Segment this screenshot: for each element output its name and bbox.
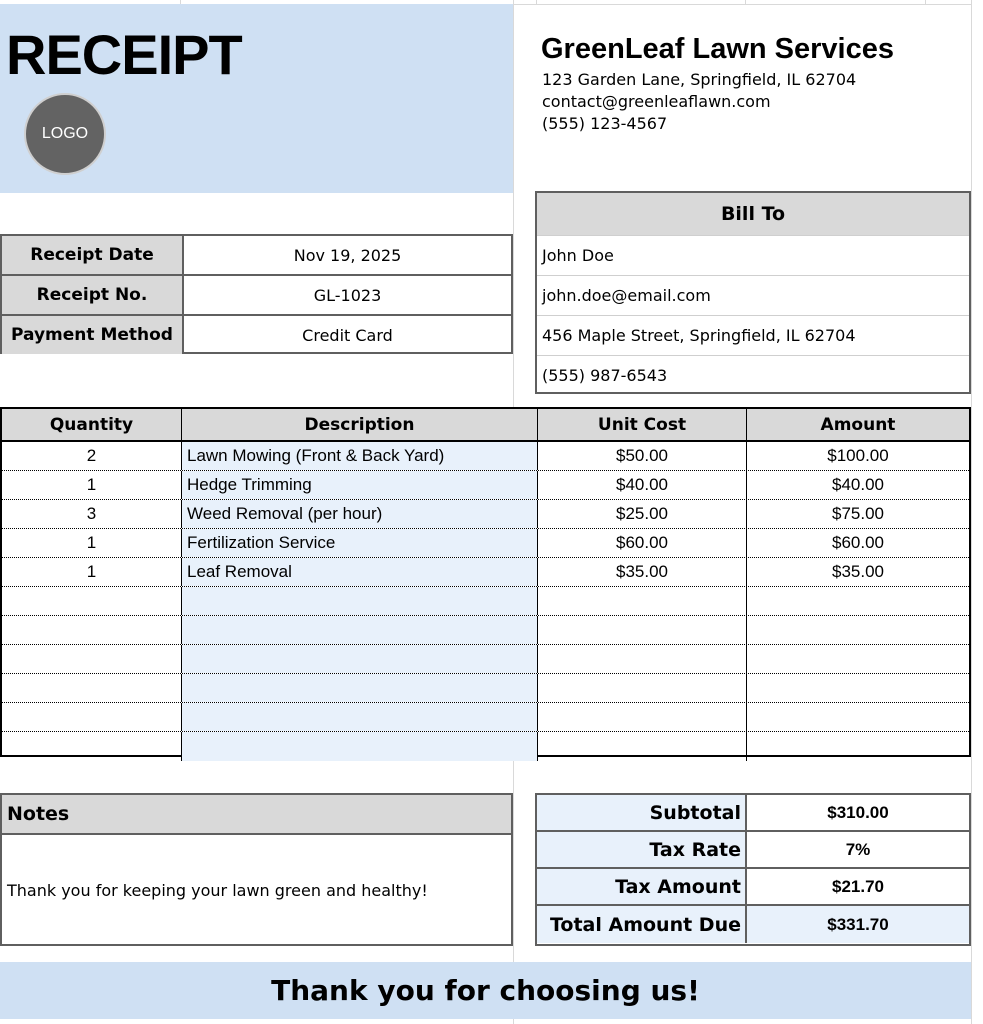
items-body: [2, 442, 969, 761]
empty-table-row: [2, 732, 969, 761]
totals-table: [535, 793, 971, 946]
receipt-date-value[interactable]: Nov 19, 2025: [293, 245, 402, 265]
empty-cell: [747, 674, 969, 702]
tax-amount-label: Tax Amount: [537, 869, 747, 904]
company-phone: (555) 123-4567: [542, 114, 668, 133]
empty-table-row: [2, 645, 969, 674]
bill-to-email[interactable]: john.doe@email.com: [537, 276, 969, 316]
item-description[interactable]: Fertilization Service: [182, 529, 538, 557]
empty-cell[interactable]: [182, 703, 538, 731]
empty-cell[interactable]: [2, 587, 182, 615]
tax-rate-label: Tax Rate: [537, 832, 747, 867]
grid-line: [536, 0, 537, 4]
item-description[interactable]: Lawn Mowing (Front & Back Yard): [182, 442, 538, 470]
notes-box: [0, 793, 513, 946]
item-amount: $75.00: [832, 504, 884, 523]
grid-line: [745, 0, 746, 4]
bill-to-phone[interactable]: (555) 987-6543: [542, 366, 668, 385]
item-quantity[interactable]: 1: [2, 471, 182, 499]
table-row: [2, 442, 969, 471]
items-table: [0, 407, 971, 757]
empty-cell[interactable]: [2, 645, 182, 673]
logo-placeholder: [24, 93, 106, 175]
total-due-value: $331.70: [747, 906, 969, 943]
table-row: [2, 500, 969, 529]
empty-cell[interactable]: [538, 587, 747, 615]
items-header-row: [2, 409, 969, 442]
total-due-label: Total Amount Due: [537, 906, 747, 943]
column-header-quantity: Quantity: [2, 409, 182, 440]
item-amount: $60.00: [832, 533, 884, 552]
empty-cell: [747, 732, 969, 761]
item-quantity[interactable]: 3: [2, 500, 182, 528]
item-description[interactable]: Weed Removal (per hour): [182, 500, 538, 528]
table-row: [2, 529, 969, 558]
company-name: GreenLeaf Lawn Services: [541, 33, 894, 65]
empty-cell: [747, 645, 969, 673]
empty-cell[interactable]: [182, 732, 538, 761]
item-description[interactable]: Leaf Removal: [182, 558, 538, 586]
empty-cell[interactable]: [182, 587, 538, 615]
payment-method-row: [2, 316, 511, 354]
column-header-amount: Amount: [820, 414, 896, 435]
payment-method-label: Payment Method: [2, 316, 184, 354]
item-unit-cost[interactable]: $50.00: [538, 442, 747, 470]
empty-cell[interactable]: [2, 732, 182, 761]
tax-amount-row: [537, 869, 969, 906]
grid-line: [925, 0, 926, 4]
empty-cell[interactable]: [538, 703, 747, 731]
item-amount: $40.00: [832, 475, 884, 494]
table-row: [2, 471, 969, 500]
receipt-number-value[interactable]: GL-1023: [313, 285, 382, 305]
receipt-title: RECEIPT: [6, 23, 242, 86]
empty-cell[interactable]: [2, 616, 182, 644]
item-unit-cost[interactable]: $60.00: [538, 529, 747, 557]
tax-rate-row: [537, 832, 969, 869]
empty-cell: [747, 703, 969, 731]
item-amount: $100.00: [827, 446, 889, 465]
notes-heading: Notes: [2, 795, 511, 835]
empty-cell[interactable]: [182, 674, 538, 702]
column-header-unit-cost: Unit Cost: [538, 409, 747, 440]
empty-cell[interactable]: [538, 732, 747, 761]
item-unit-cost[interactable]: $25.00: [538, 500, 747, 528]
tax-amount-value: $21.70: [832, 876, 884, 896]
empty-table-row: [2, 674, 969, 703]
subtotal-value: $310.00: [827, 802, 889, 822]
empty-cell[interactable]: [538, 674, 747, 702]
empty-cell: [747, 587, 969, 615]
empty-cell[interactable]: [2, 703, 182, 731]
empty-table-row: [2, 587, 969, 616]
table-row: [2, 558, 969, 587]
subtotal-row: [537, 795, 969, 832]
receipt-date-label: Receipt Date: [2, 236, 184, 274]
bill-to-table: [535, 191, 971, 394]
item-description[interactable]: Hedge Trimming: [182, 471, 538, 499]
total-due-row: [537, 906, 969, 943]
column-header-description: Description: [182, 409, 538, 440]
subtotal-label: Subtotal: [537, 795, 747, 830]
payment-method-value[interactable]: Credit Card: [302, 325, 393, 345]
empty-table-row: [2, 616, 969, 645]
item-quantity[interactable]: 2: [2, 442, 182, 470]
company-email: contact@greenleaflawn.com: [542, 92, 771, 111]
receipt-number-row: [2, 276, 511, 316]
empty-cell[interactable]: [182, 616, 538, 644]
item-unit-cost[interactable]: $40.00: [538, 471, 747, 499]
empty-cell[interactable]: [538, 645, 747, 673]
bill-to-heading: Bill To: [537, 193, 969, 236]
thank-you-banner: Thank you for choosing us!: [0, 962, 971, 1019]
logo-text: LOGO: [41, 125, 89, 142]
empty-table-row: [2, 703, 969, 732]
empty-cell: [747, 616, 969, 644]
bill-to-name[interactable]: John Doe: [537, 236, 969, 276]
empty-cell[interactable]: [538, 616, 747, 644]
bill-to-address[interactable]: 456 Maple Street, Springfield, IL 62704: [537, 316, 969, 356]
tax-rate-value[interactable]: 7%: [845, 839, 871, 859]
receipt-info-table: [0, 234, 513, 354]
notes-text[interactable]: Thank you for keeping your lawn green and healthy!: [7, 881, 428, 900]
receipt-date-row: [2, 236, 511, 276]
company-address: 123 Garden Lane, Springfield, IL 62704: [542, 70, 857, 89]
empty-cell[interactable]: [2, 674, 182, 702]
item-unit-cost[interactable]: $35.00: [538, 558, 747, 586]
grid-line: [971, 0, 972, 1024]
item-quantity[interactable]: 1: [2, 529, 182, 557]
receipt-number-label: Receipt No.: [2, 276, 184, 314]
empty-cell[interactable]: [182, 645, 538, 673]
item-amount: $35.00: [832, 562, 884, 581]
item-quantity[interactable]: 1: [2, 558, 182, 586]
